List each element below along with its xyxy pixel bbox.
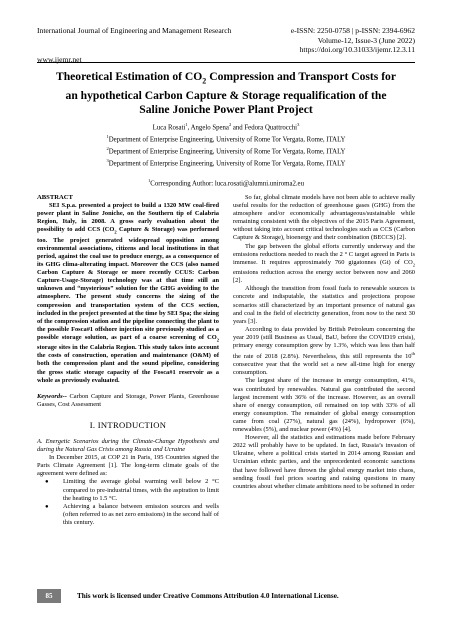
body-paragraph-4: [233, 326, 415, 378]
journal-name: International Journal of Engineering and Management Research: [37, 26, 232, 35]
goals-list: [37, 478, 219, 527]
author-sep-2: and: [231, 124, 245, 132]
volume-line: Volume-12, Issue-3 (June 2022): [317, 35, 415, 45]
keywords: [37, 393, 219, 409]
author-1-sup: 1: [185, 122, 188, 127]
page-footer: [37, 589, 415, 603]
abstract-text-1: SEI S.p.a. presented a project to build a 1320 MW coal-fired power plant in Saline Joniche, on the Southern tip of Calabria Region, Italy, in 2008. A gross early evaluation about the possibility to add CCS (CO: [37, 202, 219, 234]
keywords-label: Keywords--: [37, 392, 67, 400]
title-part2: Compression and Transport Costs for an hypothetical Carbon Capture & Storage requalification of the Saline Joniche Power Plant Project: [65, 70, 397, 116]
bullet-icon: ●: [45, 479, 49, 486]
affiliation-3-sup: 3: [106, 158, 109, 164]
list-item: [37, 503, 219, 527]
body-paragraph-2: [233, 243, 415, 286]
right-column: [233, 194, 415, 491]
list-item-text: Achieving a balance between emission sources and wells (often referred to as net zero emissions) in the second half of this century.: [63, 502, 219, 526]
body-paragraph-1: So far, global climate models have not been able to achieve really useful results for the reduction of greenhouse gases (GHG) from the atmosphere and/or economically advantageous/sustainable while remaining consistent with the objectives of the 2015 Paris Agreement, without taking into account critical technologies such as CCS (Carbon Capture & Storage), bioenergy and their combination (BECCS) [2].: [233, 194, 415, 242]
paper-title: [50, 70, 402, 117]
corresponding-text[interactable]: Corresponding Author: luca.rosati@alumni.uniroma2.eu: [150, 180, 304, 188]
paragraph-4-text-b: consecutive year that the world set a new all-time high for energy consumption.: [233, 361, 415, 377]
intro-paragraph-1: In December 2015, at COP 21 in Paris, 195 Countries signed the Paris Climate Agreement [1]. The long-term climate goals of the agreement were defined as:: [37, 454, 219, 478]
body-paragraph-3: Although the transition from fossil fuels to renewable sources is concrete and indisputable, the statistics and projections propose scenarios still characterized by an important presence of natural gas and coal in the field of electricity generation, from now to the next 30 years [3].: [233, 285, 415, 325]
affiliation-2-text: Department of Enterprise Engineering, University of Rome Tor Vergata, Rome, ITALY: [108, 148, 346, 156]
author-2-sup: 2: [228, 122, 232, 127]
bullet-icon: ●: [45, 503, 49, 510]
abstract-text-3: storage sites in the Calabria Region. This study takes into account the costs of construction, operation and maintenance (O&M) of both the compression plant and the sound pipeline, considering the gross static storage capacity of the Fosca#1 reservoir as a whole as previously evaluated.: [37, 344, 219, 384]
subsection-heading: A. Energetic Scenarios during the Climate-Change Hypothesis and during the Natural Gas Crisis among Russia and Ucraine: [37, 438, 219, 454]
paragraph-4-text-a: According to data provided by British Petroleum concerning the year 2019 (still Business as Usual, BaU, before the COVID19 crisis), primary energy consumption grew by 1.3%, which was less than half the rate of 2018 (2.8%). Nevertheless, this still represents the 10: [233, 325, 415, 361]
affiliation-3: [37, 157, 415, 169]
header-divider: [37, 62, 415, 63]
abstract-sub-2: 2: [216, 337, 219, 343]
affiliation-1-sup: 1: [106, 134, 109, 140]
abstract-sub-1: 2: [114, 229, 117, 235]
affiliation-1: [37, 133, 415, 145]
corresponding-author: [37, 177, 415, 189]
paragraph-2-text-a: The gap between the global efforts currently underway and the emissions reductions needed to reach the 2 ° C target agreed in Paris is immense. It requires approximately 760 gigatonnes (Gt) of CO: [233, 242, 415, 266]
body-paragraph-5: The largest share of the increase in energy consumption, 41%, was contributed by renewables. Natural gas contributed the second largest increment with 36% of the increase. However, as an overall share of energy consumption, oil remained on top with 33% of all energy consumption. The remainder of global energy consumption came from coal (27%), natural gas (24%), hydropower (6%), renewables (5%), and nuclear power (4%) [4].: [233, 377, 415, 434]
journal-website[interactable]: www.ijemr.net: [37, 54, 82, 64]
affiliation-3-text: Department of Enterprise Engineering, University of Rome Tor Vergata, Rome, ITALY: [108, 160, 346, 168]
paragraph-2-text-b: emissions reduction across the energy sector between now and 2060 [2].: [233, 269, 415, 285]
left-column: [37, 194, 219, 527]
page-number: 85: [37, 589, 61, 603]
list-item-text: Limiting the average global warming well below 2 °C compared to pre-industrial times, with the aspiration to limit the heating to 1.5 °C.: [63, 478, 219, 502]
author-line: [37, 121, 415, 133]
author-3: Fedora Quattrocchi: [244, 124, 298, 132]
paragraph-2-sub: 2: [412, 262, 415, 268]
paragraph-4-sup: th: [411, 351, 415, 357]
doi-link[interactable]: https://doi.org/10.31033/ijemr.12.3.11: [299, 45, 415, 55]
header-right: [291, 26, 415, 55]
header-left: [37, 26, 231, 64]
affiliation-2: [37, 145, 415, 157]
corresponding-sup: 1: [148, 178, 151, 184]
author-1: Luca Rosati: [152, 124, 186, 132]
license-notice[interactable]: This work is licensed under Creative Commons Attribution 4.0 International License.: [77, 592, 339, 600]
author-block: [37, 121, 415, 189]
abstract-text-2: Capture & Storage) was performed too. The project generated widespread opposition among environmental associations, citizens and local institutions in that period, against the coal use to produce energy, as a consequence of its GHG clima-alterating impact. Moreover the CCS (also named Carbon Capture & Storage or more recently CCUS: Carbon Capture-Usage-Storage) technology was at that time still an unknown and “mysterious” solution for the GHG avoiding to the atmosphere. The present study concerns the sizing of the compression and transportation system of the CCS section, included in the project presented at the time by SEI Spa; the sizing of the compression station and the pipeline connecting the plant to the possible Fosca#1 offshore injection site previously studied as a possible storage solution, as part of a coarse screening of CO: [37, 226, 219, 341]
affiliation-1-text: Department of Enterprise Engineering, University of Rome Tor Vergata, Rome, ITALY: [108, 136, 346, 144]
affiliation-2-sup: 2: [106, 146, 109, 152]
title-part1: Theoretical Estimation of CO: [55, 70, 203, 83]
section-heading-introduction: I. INTRODUCTION: [89, 419, 167, 430]
list-item: [37, 478, 219, 502]
author-2: Angelo Spena: [190, 124, 229, 132]
abstract-body: [37, 202, 219, 385]
body-paragraph-6: However, all the statistics and estimations made before February 2022 will probably have to be updated. In fact, Russia’s invasion of Ukraine, where a political crisis started in 2014 among Russian and Ucrainian ethnic parties, and the unprecedented economic sanctions that have followed have thrown the global energy market into chaos, sending fossil fuel prices soaring and raising questions in many countries about whether climate ambitions need to be softened in order: [233, 434, 415, 490]
author-3-sup: 3: [297, 122, 300, 127]
title-subscript: 2: [202, 76, 207, 86]
abstract-heading: ABSTRACT: [37, 194, 73, 201]
keywords-text: Carbon Capture and Storage, Power Plants, Greenhouse Gasses, Cost Assessment: [37, 392, 219, 408]
issn-line: e-ISSN: 2250-0758 | p-ISSN: 2394-6962: [290, 26, 415, 35]
author-sep-1: ,: [187, 124, 191, 132]
